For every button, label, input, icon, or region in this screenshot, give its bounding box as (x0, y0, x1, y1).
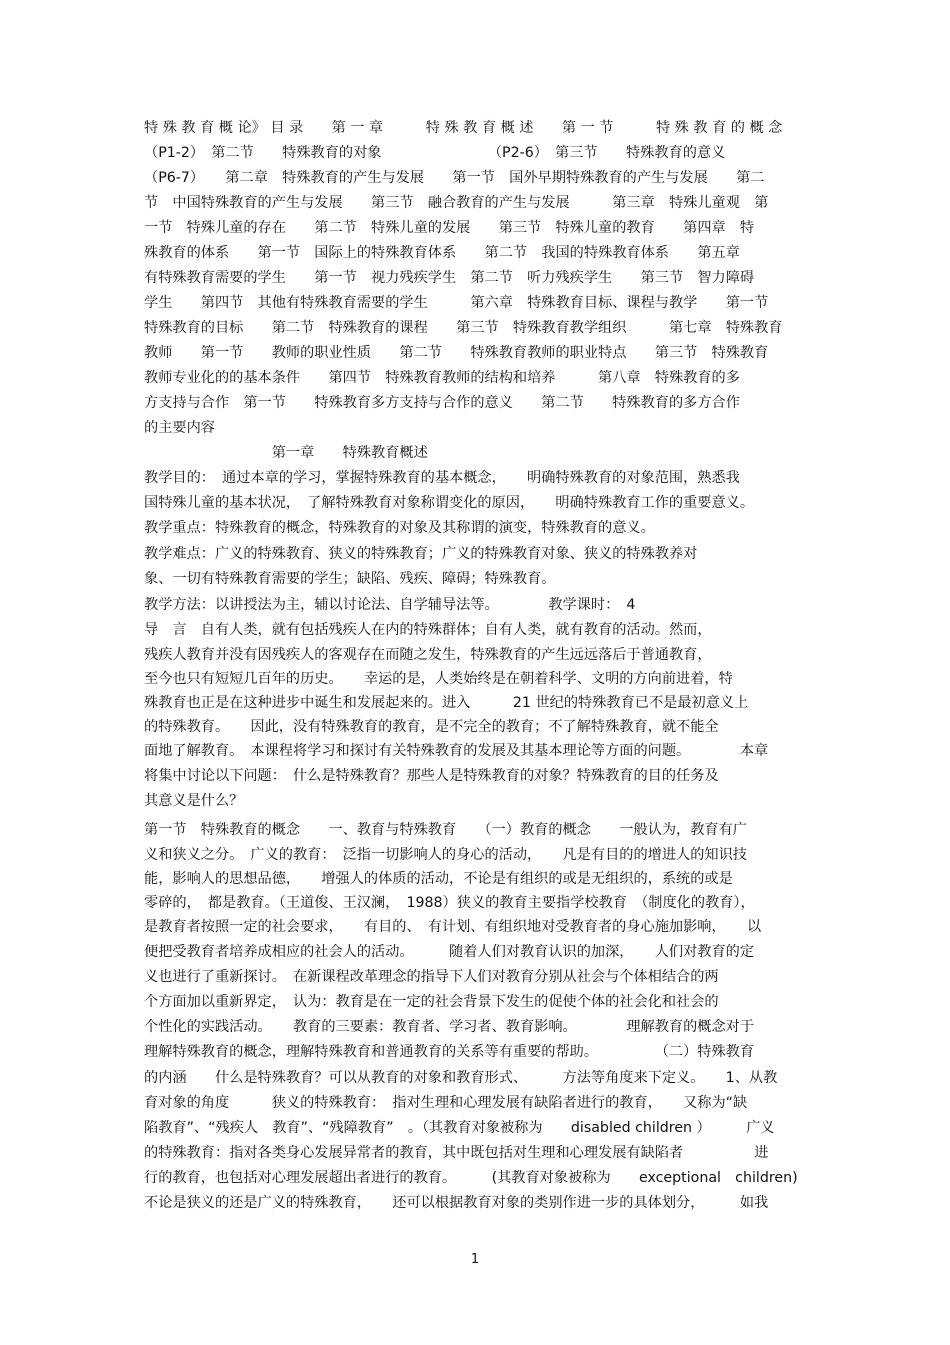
body-line: 国特殊儿童的基本状况， 了解特殊教育对象称谓变化的原因， 明确特殊教育工作的重要意义。 (144, 495, 755, 511)
body-line: 不论是狭义的还是广义的特殊教育， 还可以根据教育对象的类别作进一步的具体划分， 如我 (144, 1195, 769, 1211)
toc-line-12: 方支持与合作 第一节 特殊教育多方支持与合作的意义 第二节 特殊教育的多方合作 (144, 395, 740, 411)
toc-line-3: （P6-7） 第二章 特殊教育的产生与发展 第一节 国外早期特殊教育的产生与发展 第二 (144, 170, 765, 186)
body-line: 的特殊教育：指对各类身心发展异常者的教育，其中既包括对生理和心理发展有缺陷者 进 (144, 1145, 769, 1161)
toc-line-6: 殊教育的体系 第一节 国际上的特殊教育体系 第二节 我国的特殊教育体系 第五章 (144, 245, 740, 261)
body-line: 教学难点：广义的特殊教育、狭义的特殊教育；广义的特殊教育对象、狭义的特殊教养对 (144, 546, 698, 562)
chapter-heading: 第一章 特殊教育概述 (144, 445, 428, 461)
body-line: 殊教育也正是在这种进步中诞生和发展起来的。进入 21 世纪的特殊教育已不是最初意义上 (144, 695, 749, 711)
body-line: 教学方法：以讲授法为主，辅以讨论法、自学辅导法等。 教学课时： 4 (144, 597, 636, 613)
body-line: 教学目的： 通过本章的学习，掌握特殊教育的基本概念， 明确特殊教育的对象范围，熟悉我 (144, 470, 740, 486)
body-line: 其意义是什么？ (144, 793, 244, 809)
body-line: 将集中讨论以下问题： 什么是特殊教育？那些人是特殊教育的对象？特殊教育的目的任务及 (144, 768, 719, 784)
body-line: 行的教育，也包括对心理发展超出者进行的教育。 (其教育对象被称为 exceptional children) (144, 1170, 798, 1186)
body-line: 的内涵 什么是特殊教育？可以从教育的对象和教育形式、 方法等角度来下定义。 1、从教 (144, 1070, 778, 1086)
toc-line-10: 教师 第一节 教师的职业性质 第二节 特殊教育教师的职业特点 第三节 特殊教育 (144, 345, 769, 361)
toc-line-13: 的主要内容 (144, 420, 215, 436)
body-line: 的特殊教育。 因此，没有特殊教育的教育，是不完全的教育；不了解特殊教育，就不能全 (144, 719, 719, 735)
body-line: 义也进行了重新探讨。 在新课程改革理念的指导下人们对教育分别从社会与个体相结合的两 (144, 969, 719, 985)
body-line: 育对象的角度 狭义的特殊教育： 指对生理和心理发展有缺陷者进行的教育， 又称为“缺 (144, 1095, 748, 1111)
toc-line-2: （P1-2） 第二节 特殊教育的对象 （P2-6） 第三节 特殊教育的意义 (144, 145, 726, 161)
body-line: 导 言 自有人类，就有包括残疾人在内的特殊群体；自有人类，就有教育的活动。然而， (144, 622, 712, 638)
body-line: 理解特殊教育的概念，理解特殊教育和普通教育的关系等有重要的帮助。 （二）特殊教育 (144, 1044, 755, 1060)
body-line: 是教育者按照一定的社会要求， 有目的、 有计划、有组织地对受教育者的身心施加影响， 以 (144, 919, 762, 935)
toc-line-4: 节 中国特殊教育的产生与发展 第三节 融合教育的产生与发展 第三章 特殊儿童观 第 (144, 195, 769, 211)
body-line: 教学重点：特殊教育的概念，特殊教育的对象及其称谓的演变，特殊教育的意义。 (144, 520, 655, 536)
toc-line-5: 一节 特殊儿童的存在 第二节 特殊儿童的发展 第三节 特殊儿童的教育 第四章 特 (144, 220, 755, 236)
body-line: 个性化的实践活动。 教育的三要素：教育者、学习者、教育影响。 理解教育的概念对于 (144, 1019, 755, 1035)
body-line: 陷教育”、“残疾人 教育”、“残障教育” 。（其教育对象被称为 disabled children ） 广义 (144, 1120, 775, 1136)
toc-line-11: 教师专业化的的基本条件 第四节 特殊教育教师的结构和培养 第八章 特殊教育的多 (144, 370, 740, 386)
body-line: 义和狭义之分。 广义的教育： 泛指一切影响人的身心的活动， 凡是有目的的增进人的知识技 (144, 847, 747, 863)
toc-line-8: 学生 第四节 其他有特殊教育需要的学生 第六章 特殊教育目标、课程与教学 第一节 (144, 295, 769, 311)
page-number: 1 (470, 1252, 480, 1267)
toc-line-9: 特殊教育的目标 第二节 特殊教育的课程 第三节 特殊教育教学组织 第七章 特殊教育 (144, 320, 783, 336)
body-line: 象、一切有特殊教育需要的学生；缺陷、残疾、障碍；特殊教育。 (144, 571, 556, 587)
body-line: 便把受教育者培养成相应的社会人的活动。 随着人们对教育认识的加深， 人们对教育的定 (144, 944, 755, 960)
toc-line-1: 特 殊 教 育 概 论》 目 录 第 一 章 特 殊 教 育 概 述 第 一 节 特 殊 教 育 的 概 念 (144, 120, 783, 136)
body-line: 残疾人教育并没有因残疾人的客观存在而随之发生，特殊教育的产生远远落后于普通教育， (144, 647, 712, 663)
toc-line-7: 有特殊教育需要的学生 第一节 视力残疾学生 第二节 听力残疾学生 第三节 智力障碍 (144, 270, 755, 286)
body-line: 个方面加以重新界定， 认为：教育是在一定的社会背景下发生的促使个体的社会化和社会的 (144, 994, 719, 1010)
body-line: 面地了解教育。 本课程将学习和探讨有关特殊教育的发展及其基本理论等方面的问题。 本章 (144, 743, 769, 759)
body-line: 零碎的， 都是教育。（王道俊、王汉澜， 1988）狭义的教育主要指学校教育 （制度化的教育）， (144, 895, 755, 911)
body-line: 至今也只有短短几百年的历史。 幸运的是，人类始终是在朝着科学、文明的方向前进着，特 (144, 671, 733, 687)
body-line: 第一节 特殊教育的概念 一、教育与特殊教育 （一）教育的概念 一般认为，教育有广 (144, 822, 747, 838)
body-line: 能，影响人的思想品德， 增强人的体质的活动，不论是有组织的或是无组织的，系统的或是 (144, 871, 733, 887)
